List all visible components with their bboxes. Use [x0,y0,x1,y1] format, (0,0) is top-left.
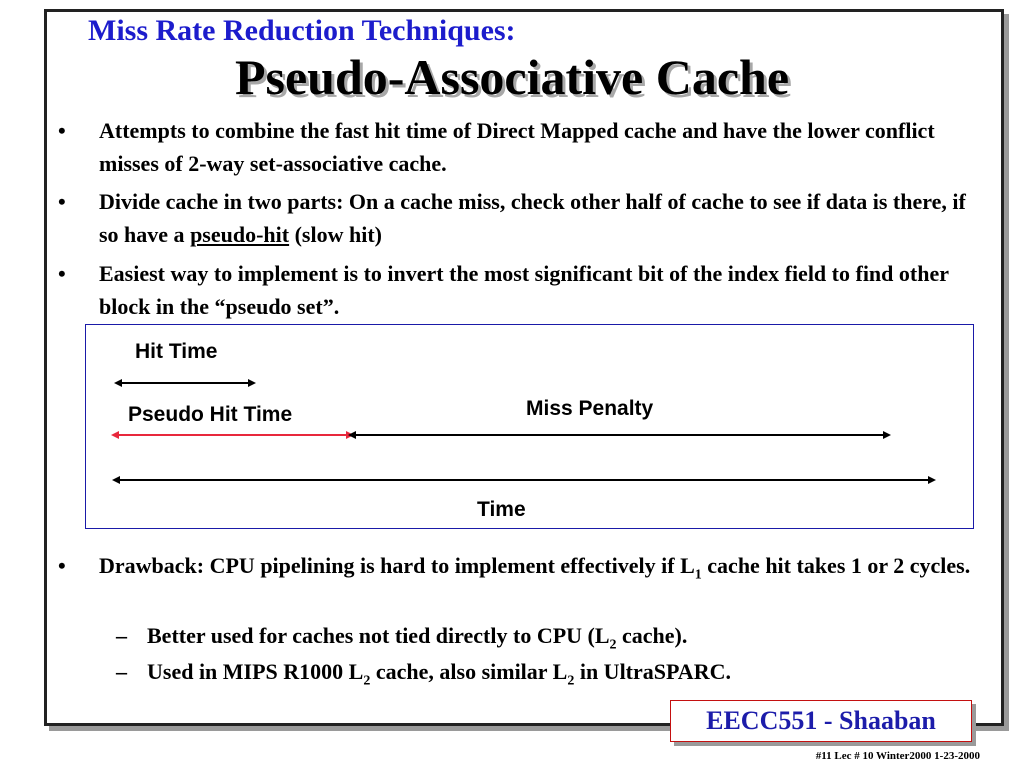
bullet-3-text: Easiest way to implement is to invert the most significant bit of the index field to find other block in the “pseudo set”. [99,261,949,319]
section-heading: Miss Rate Reduction Techniques: [88,14,516,47]
bullet-4-text: Drawback: CPU pipelining is hard to implement effectively if $L_1$ cache hit takes 1 or 2 cycles. [99,553,971,583]
time-label: Time [477,498,526,521]
bullet-marker: • [58,553,66,578]
sub-bullet-1 [116,619,986,652]
pseudo-hit-time-label: Pseudo Hit Time [128,403,293,426]
bullet-marker: • [58,118,66,143]
sub-bullet-2-text: Used in MIPS R1000 $L_2$ cache, also similar $L_2$ in UltraSPARC. [147,659,731,689]
bullet-2-text: Divide cache in two parts: On a cache miss, check other half of cache to see if data is there, if so have a pseudo-hit (slow hit) [99,189,966,247]
sub-bullet-marker: – [116,623,127,648]
bullet-3 [58,257,988,323]
bullet-marker: • [58,189,66,214]
lecture-info: #11 Lec # 10 Winter2000 1-23-2000 [815,750,980,762]
bullet-2 [58,185,988,251]
miss-penalty-label: Miss Penalty [526,397,654,420]
hit-time-label: Hit Time [135,340,218,363]
pseudo-hit-term: pseudo-hit [190,222,290,247]
bullet-1 [58,114,988,180]
slide-title: Pseudo-Associative Cache [234,49,790,105]
timing-diagram [85,324,974,529]
sub-bullet-2 [116,655,986,688]
sub-bullet-1-text: Better used for caches not tied directly to CPU ($L_2$ cache). [147,623,688,653]
bullet-1-text: Attempts to combine the fast hit time of Direct Mapped cache and have the lower conflict misses of 2-way set-associative cache. [99,118,935,176]
course-badge: EECC551 - Shaaban [670,700,972,742]
sub-bullet-marker: – [116,659,127,684]
bullet-marker: • [58,261,66,286]
bullet-4 [58,549,988,582]
